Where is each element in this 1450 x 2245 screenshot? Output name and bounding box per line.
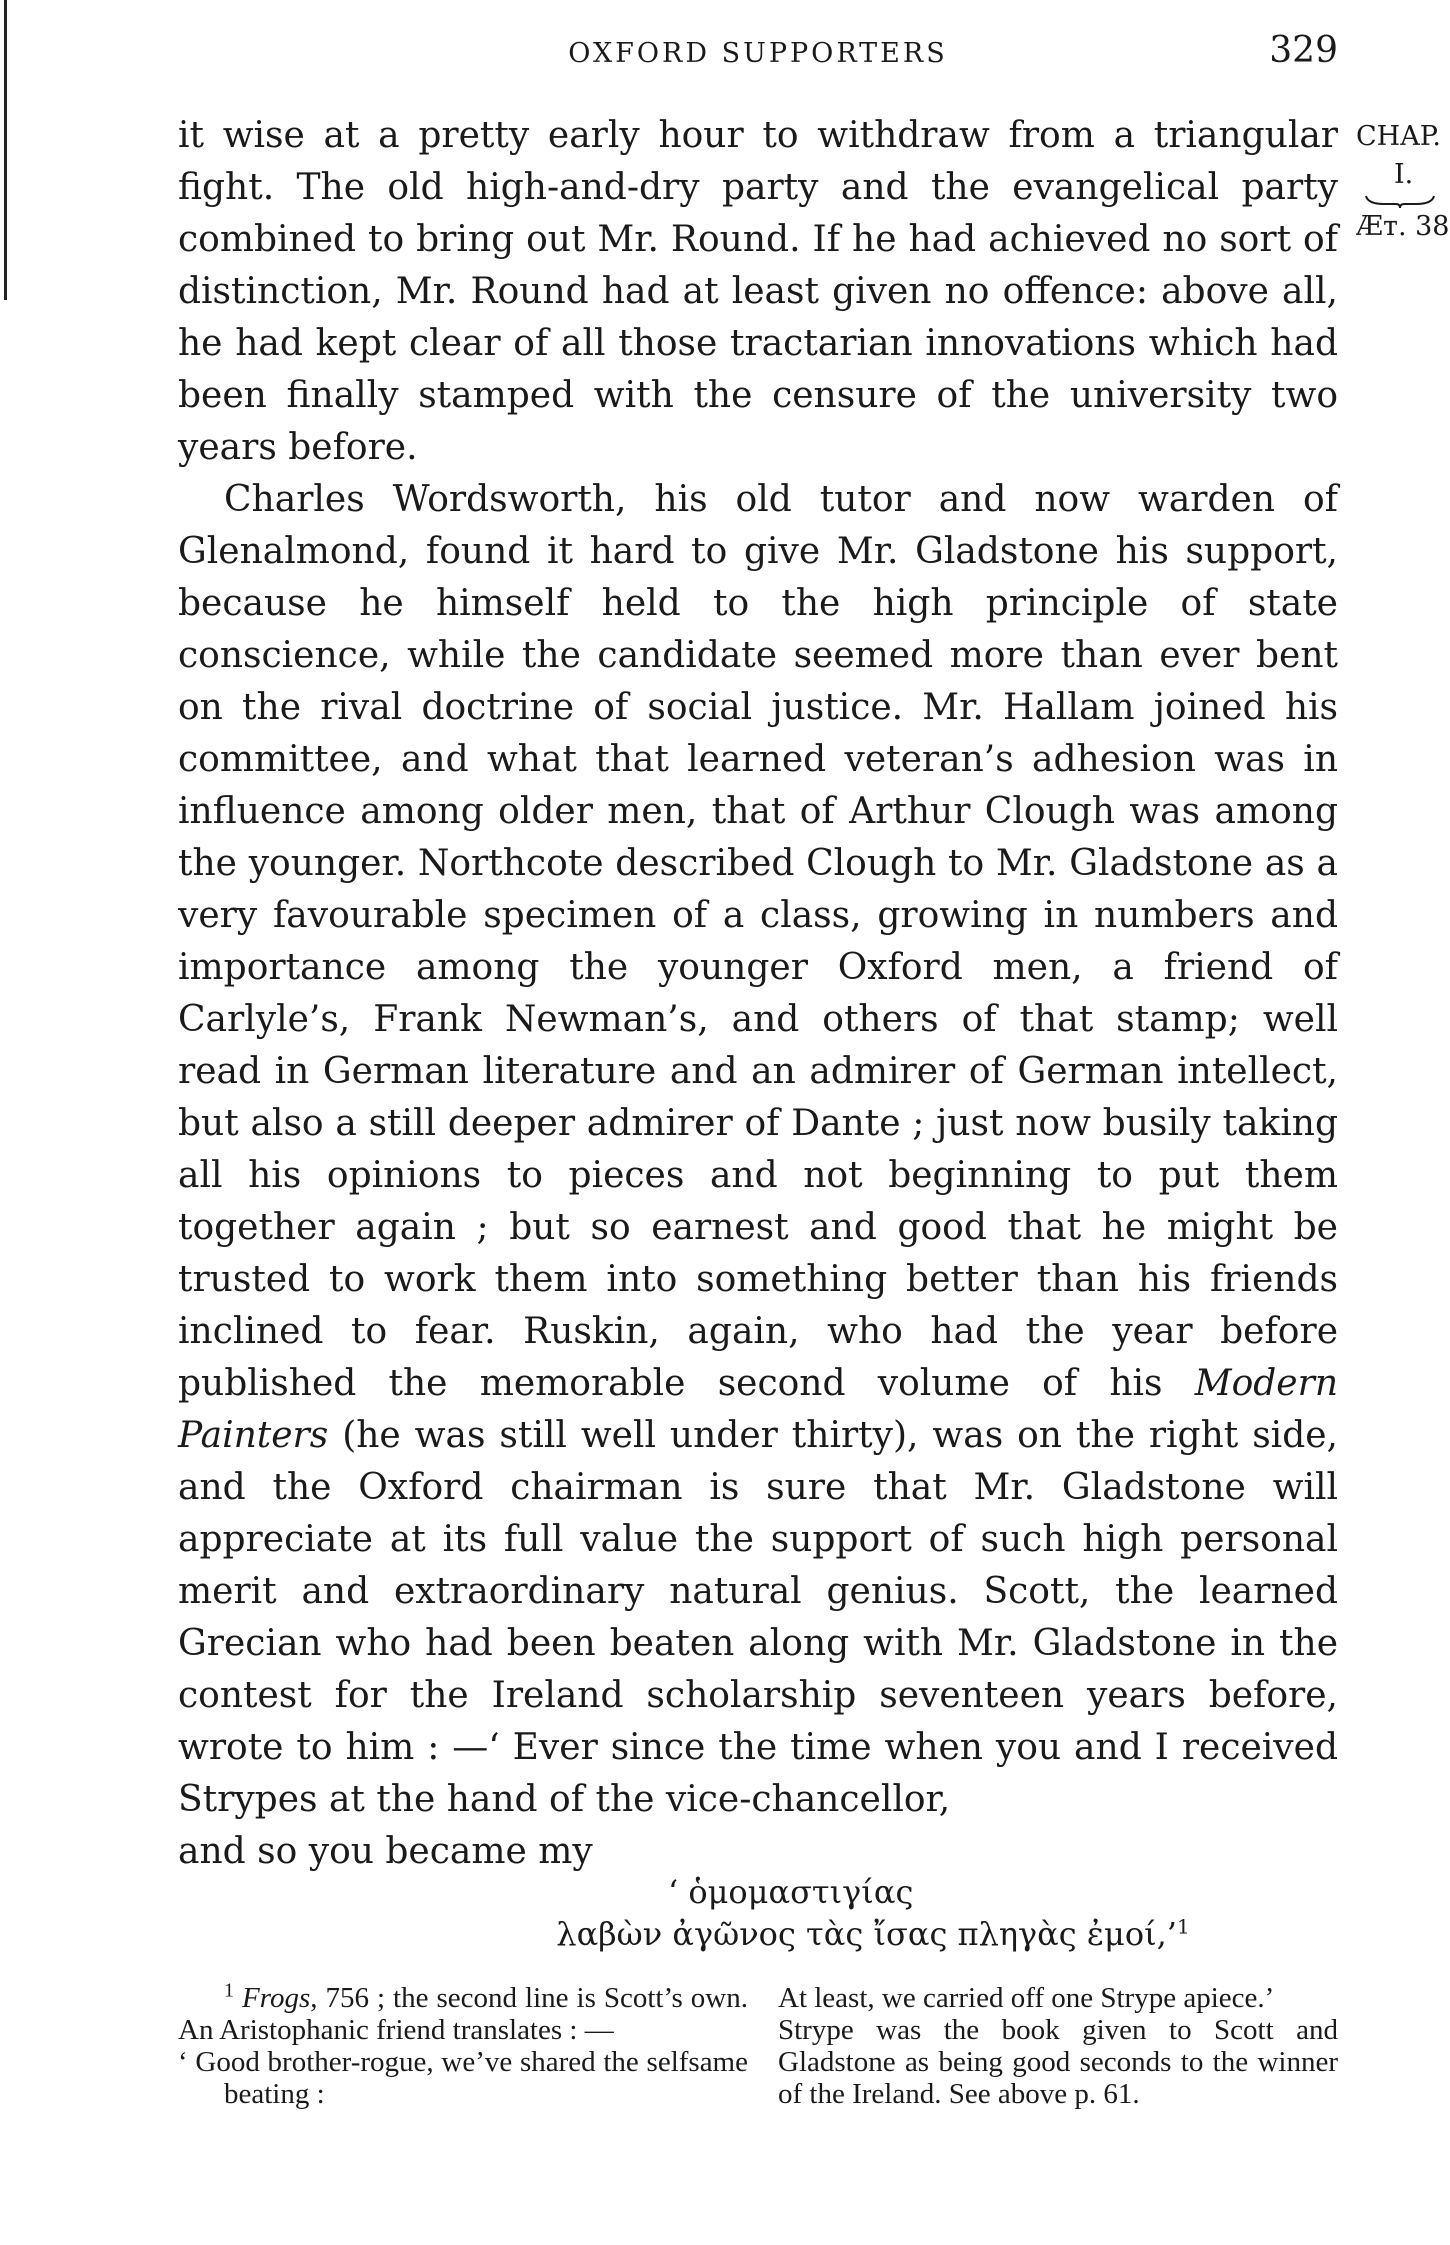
margin-brace <box>1364 194 1436 208</box>
paragraph-2-part-a: Charles Wordsworth, his old tutor and now warden of Glenalmond, found it hard to give Mr. Gladstone his support, because he himself held to the high principle of state conscience, while the candidate seemed more than ever bent on the rival doctrine of social justice. Mr. Hallam joined his committee, and what that learned veteran’s adhesion was in influence among older men, that of Arthur Clough was among the younger. Northcote described Clough to Mr. Gladstone as a very favourable specimen of a class, growing in numbers and importance among the younger Oxford men, a friend of Carlyle’s, Frank Newman’s, and others of that stamp; well read in German literature and an admirer of German intellect, but also a still deeper admirer of Dante ; just now busily taking all his opinions to pieces and not beginning to put them together again ; but so earnest and good that he might be trusted to work them into something better than his friends inclined to fear. Ruskin, again, who had the year before published the memorable second volume of his <box>178 479 1338 1404</box>
paragraph-1: it wise at a pretty early hour to withdraw from a triangular fight. The old high-and-dry party and the evangelical party combined to bring out Mr. Round. If he had achieved no sort of distinction, Mr. Round had at least given no offence: above all, he had kept clear of all those tractarian innovations which had been finally stamped with the censure of the university two years before. <box>178 115 1338 468</box>
margin-note <box>1356 118 1450 246</box>
margin-age: Æт. 38 <box>1356 211 1450 242</box>
footnote-marker: 1 <box>224 1979 234 2002</box>
footnote-explanation: Strype was the book given to Scott and Gladstone as being good seconds to the winner of the Ireland. See above p. 61. <box>778 2014 1338 2110</box>
footnote-1 <box>178 1979 749 2046</box>
footnote-left-column <box>178 1979 749 2110</box>
body-text <box>178 110 1338 1878</box>
margin-chapter-number: I. <box>1394 159 1414 190</box>
greek-quote-line-2 <box>178 1915 1338 1953</box>
footnote-text-1: , 756 ; the second line is Scott’s own. An Aristophanic friend translates : — <box>178 1982 749 2046</box>
paragraph-2-last-line: and so you became my <box>178 1831 593 1872</box>
binding-edge <box>4 0 7 300</box>
paragraph-2-part-b: (he was still well under thirty), was on the right side, and the Oxford chairman is sure that Mr. Gladstone will appreciate at its full value the support of such high personal merit and extraordinary natural genius. Scott, the learned Grecian who had been beaten along with Mr. Gladstone in the contest for the Ireland scholarship seventeen years before, wrote to him : —‘ Ever since the time when you and I received Strypes at the hand of the vice-chancellor, <box>178 1415 1338 1820</box>
footnote-work-title: Frogs <box>242 1982 311 2014</box>
footnote-verse-2: At least, we carried off one Strype apiece.’ <box>778 1982 1275 2014</box>
footnote-right-column <box>778 1982 1338 2110</box>
running-head <box>178 30 1338 80</box>
page-number: 329 <box>1269 30 1338 71</box>
running-head-title: OXFORD SUPPORTERS <box>568 38 948 69</box>
footnote-verse-1: ‘ Good brother-rogue, we’ve shared the selfsame beating : <box>178 2046 748 2110</box>
greek-quote-line-1: ‘ ὁμομαστιγίας <box>668 1873 914 1911</box>
italic-title: Modern Painters <box>178 1363 1338 1456</box>
paragraph-2 <box>178 474 1338 1826</box>
margin-chapter: CHAP. <box>1356 121 1441 152</box>
greek-quote-text: λαβὼν ἀγῶνος τὰς ἴσας πληγὰς ἐμοί,’ <box>556 1915 1177 1953</box>
footnote-ref: 1 <box>1176 1914 1190 1939</box>
